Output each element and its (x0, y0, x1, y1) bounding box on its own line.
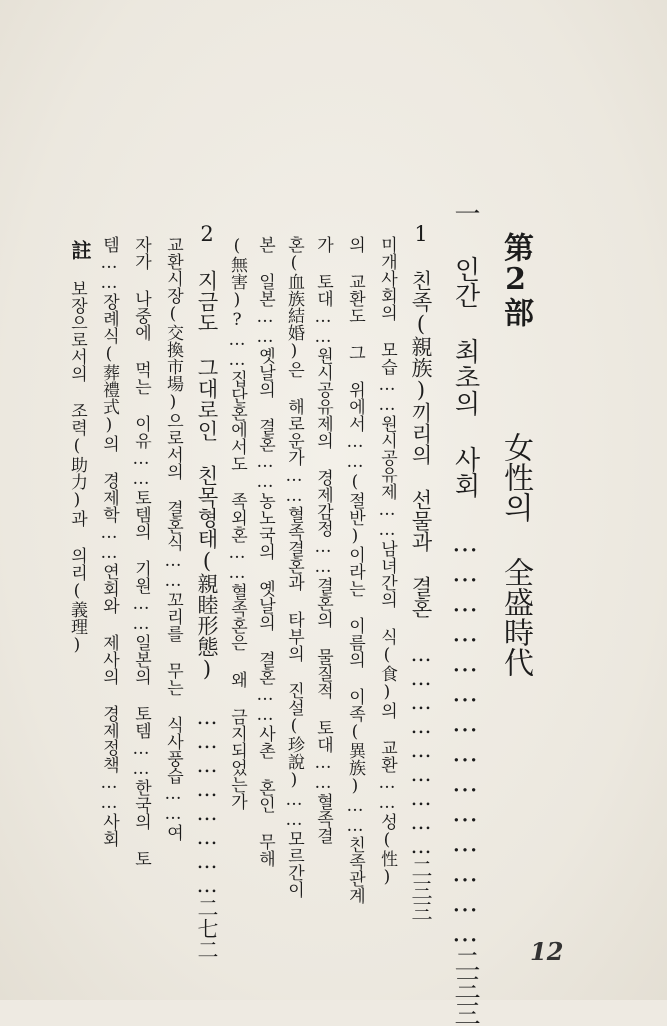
section2-body-line: 보장으로서의 조력(助力)과 의리(義理) (67, 280, 87, 655)
chapter-entry: 一 인간 최초의 사회 ……………………………………二三三 (450, 200, 480, 1026)
section2-body-line: 교환시장(交換市場)으로서의 결혼식……꼬리를 무는 식사풍습……여 (163, 236, 183, 841)
section2-body-line: 템……장례식(葬禮式)의 경제학……연회와 제사의 경제정책……사회 (99, 236, 119, 847)
section1-tail-line: (無害)?……집단혼에서도 족외혼……혈족혼은 왜 금지되었는가 (227, 236, 247, 810)
section-entry-2: 2 지금도 그대로인 친목형태(親睦形態) ……………………二七二 (195, 222, 219, 960)
section1-body-line: 혼(血族結婚)은 해로운가……혈족결혼과 타부의 진설(珍說)……모르간이 (284, 236, 304, 898)
section1-body-line: 의 교환도 그 위에서……(절반)이라는 이름의 이족(異族)……친족관계 (345, 236, 365, 904)
section1-body-line: 가 토대……원시공유제의 경제감정……결혼의 물질적 토대……혈족결 (313, 236, 333, 844)
part-number: 第2部 (498, 232, 533, 327)
part-title: 女性의 全盛時代 (498, 432, 533, 677)
note-label: 註 (68, 240, 92, 260)
section1-body-line: 본 일본……옛날의 결혼……농노국의 옛날의 결혼……사촌 혼인 무해 (255, 236, 275, 867)
part-heading (498, 232, 533, 872)
section1-body-line: 미개사회의 모습……원시공유제……남녀간의 식(食)의 교환……성(性) (377, 236, 397, 887)
section-entry-1: 1 친족(親族)끼리의 선물과 결혼 ………………………二三三 (409, 222, 433, 921)
section2-body-line: 자가 나중에 먹는 이유……토템의 기원……일본의 토템……한국의 토 (131, 236, 151, 867)
page-number: 12 (530, 937, 564, 966)
